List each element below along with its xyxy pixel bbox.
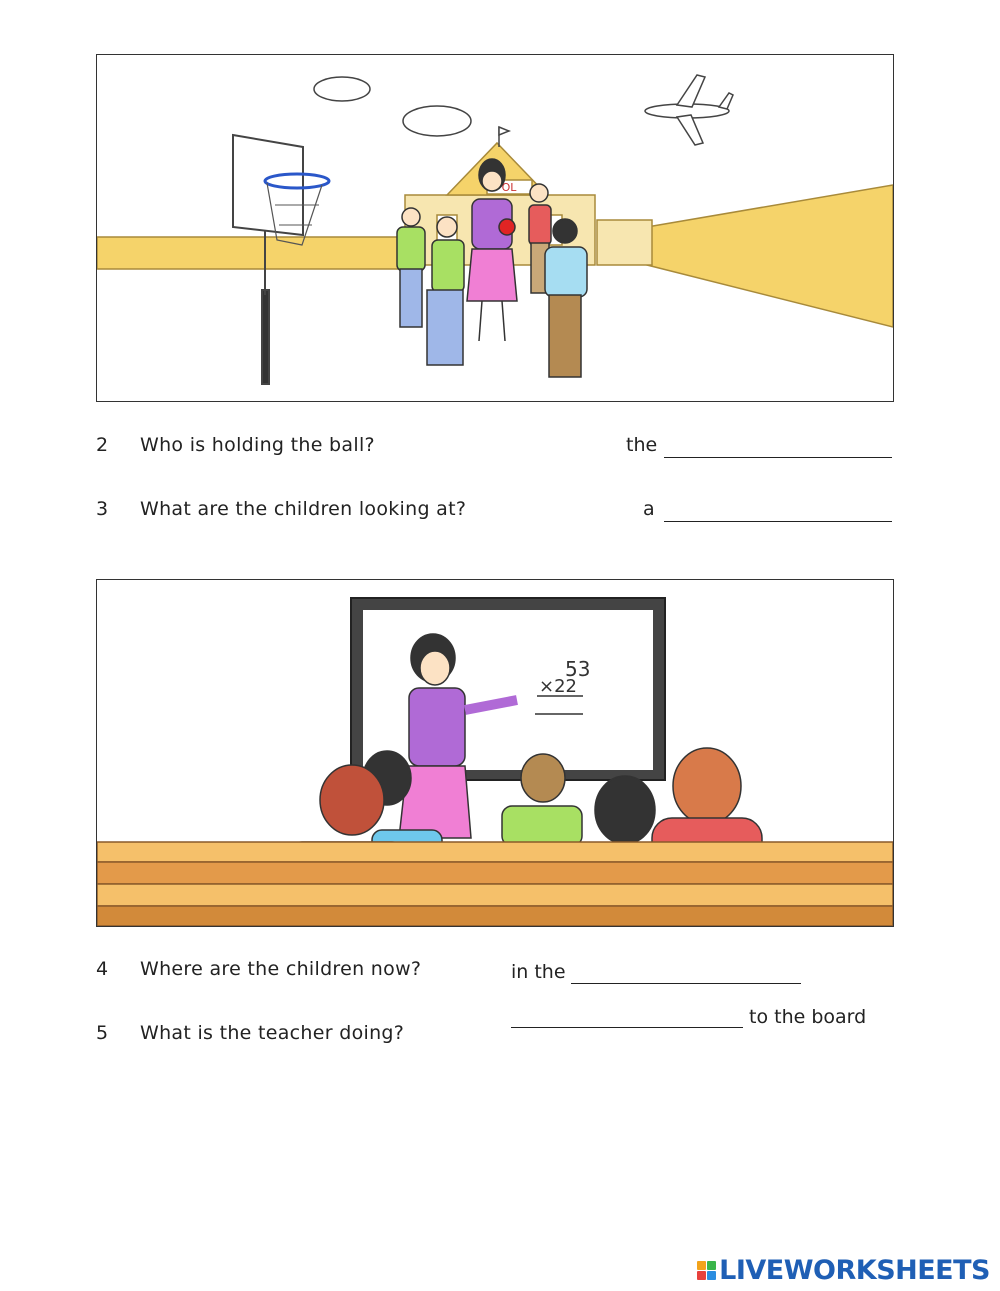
question-number: 2 <box>96 434 109 456</box>
board-bottom-number: ×22 <box>539 676 577 697</box>
question-number: 4 <box>96 958 109 980</box>
logo-icon <box>697 1261 716 1280</box>
answer-prefix: the <box>626 434 658 456</box>
question-number: 5 <box>96 1022 109 1044</box>
classroom-illustration <box>96 579 894 927</box>
logo-text: LIVEWORKSHEETS <box>719 1254 990 1286</box>
question-text: Where are the children now? <box>140 958 422 980</box>
desks <box>97 842 893 926</box>
answer-input-2[interactable] <box>664 436 892 458</box>
answer-prefix: in the <box>511 961 566 983</box>
answer-input-5[interactable] <box>511 1006 743 1028</box>
liveworksheets-logo <box>697 1255 990 1285</box>
answer-input-3[interactable] <box>664 500 892 522</box>
board-top-number: 53 <box>565 657 591 681</box>
children-group <box>397 159 587 377</box>
school-sign: OL <box>501 181 517 194</box>
question-text: Who is holding the ball? <box>140 434 375 456</box>
question-text: What are the children looking at? <box>140 498 467 520</box>
schoolyard-illustration <box>96 54 894 402</box>
question-text: What is the teacher doing? <box>140 1022 405 1044</box>
airplane-icon <box>645 75 733 145</box>
answer-input-4[interactable] <box>571 962 801 984</box>
whiteboard <box>351 598 665 780</box>
answer-suffix: to the board <box>749 1006 867 1028</box>
cloud-icon <box>314 77 471 136</box>
answer-prefix: a <box>643 498 655 520</box>
question-number: 3 <box>96 498 109 520</box>
